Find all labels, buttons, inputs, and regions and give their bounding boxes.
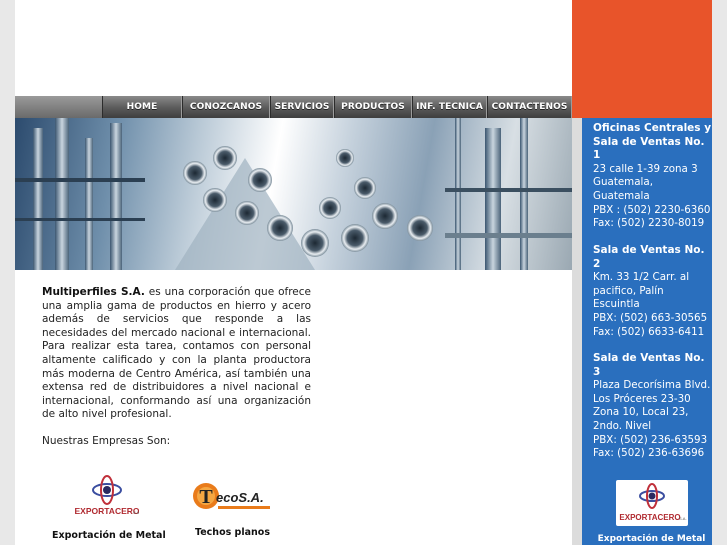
office-line: 23 calle 1-39 zona 3 <box>593 162 698 175</box>
sidebar-offices <box>582 118 712 545</box>
office-line: 2ndo. Nivel <box>593 419 652 432</box>
office-line: pacifico, Palín <box>593 284 664 297</box>
intro-paragraph <box>42 286 311 422</box>
company-exportacero[interactable] <box>52 472 166 541</box>
office-2 <box>593 244 715 339</box>
exportacero-caption: Exportación de Metal <box>52 530 166 541</box>
teco-caption: Techos planos <box>195 527 270 538</box>
sidebar-divider <box>572 118 582 545</box>
office-fax: Fax: (502) 236-63696 <box>593 447 705 460</box>
office-line: Guatemala, <box>593 176 653 189</box>
header-area <box>15 0 572 96</box>
teco-logo-initial: T <box>198 486 213 508</box>
office-title: Oficinas Centrales y Sala de Ventas No. 1 <box>593 122 712 162</box>
main-nav <box>15 96 572 118</box>
office-phone: PBX : (502) 2230-6360 <box>593 203 711 216</box>
office-title: Sala de Ventas No. 3 <box>593 352 705 378</box>
nav-home[interactable]: HOME <box>102 96 182 118</box>
teco-logo-icon <box>188 476 278 516</box>
office-3 <box>593 352 715 461</box>
office-line: Zona 10, Local 23, <box>593 406 689 419</box>
left-margin <box>0 0 15 545</box>
banner-image <box>15 118 572 270</box>
office-line: Los Próceres 23-30 <box>593 392 691 405</box>
office-line: Escuintla <box>593 298 640 311</box>
office-line: Plaza Decorísima Blvd. <box>593 379 711 392</box>
nav-conozcanos[interactable]: CONOZCANOS <box>182 96 270 118</box>
header-accent-block <box>572 0 712 118</box>
sidebar-exportacero-link[interactable] <box>593 478 710 544</box>
nav-contactenos[interactable]: CONTACTENOS <box>487 96 572 118</box>
office-phone: PBX: (502) 663-30565 <box>593 311 708 324</box>
sidebar-exportacero-logo-icon <box>612 478 692 528</box>
office-1 <box>593 122 715 231</box>
intro-text: es una corporación que ofrece una amplia gama de productos en hierro y acero además de servicios que responde a las necesidades del mercado nacional e internacional. Para realizar esta tarea, contamos con personal altamente calificado y con la planta productora más moderna de Centro América, así también una extensa red de distribuidores a nivel nacional e internacional, conformando así una organización de alto nivel profesional. <box>42 286 311 421</box>
teco-logo-text: ecoS.A. <box>215 490 264 505</box>
nav-spacer <box>15 96 102 118</box>
exportacero-logo-suffix: S.A <box>133 510 139 515</box>
nav-productos[interactable]: PRODUCTOS <box>334 96 412 118</box>
sidebar-logo-text: EXPORTACERO <box>618 513 681 522</box>
company-name: Multiperfiles S.A. <box>42 286 145 298</box>
company-teco[interactable] <box>180 476 285 538</box>
sidebar-logo-suffix: S.A. <box>678 516 687 521</box>
office-title: Sala de Ventas No. 2 <box>593 244 705 270</box>
office-fax: Fax: (502) 2230-8019 <box>593 217 705 230</box>
office-line: Guatemala <box>593 189 650 202</box>
office-line: Km. 33 1/2 Carr. al <box>593 271 690 284</box>
exportacero-logo-icon <box>75 472 139 522</box>
nav-servicios[interactable]: SERVICIOS <box>270 96 334 118</box>
sidebar-logo-caption: Exportación de Metal <box>597 534 706 544</box>
exportacero-logo-text: EXPORTACERO <box>75 506 139 516</box>
banner-pipes-illustration <box>15 118 572 270</box>
office-phone: PBX: (502) 236-63593 <box>593 433 708 446</box>
nav-inf-tecnica[interactable]: INF. TECNICA <box>412 96 487 118</box>
main-content <box>42 286 311 447</box>
office-fax: Fax: (502) 6633-6411 <box>593 325 705 338</box>
companies-heading: Nuestras Empresas Son: <box>42 434 171 447</box>
